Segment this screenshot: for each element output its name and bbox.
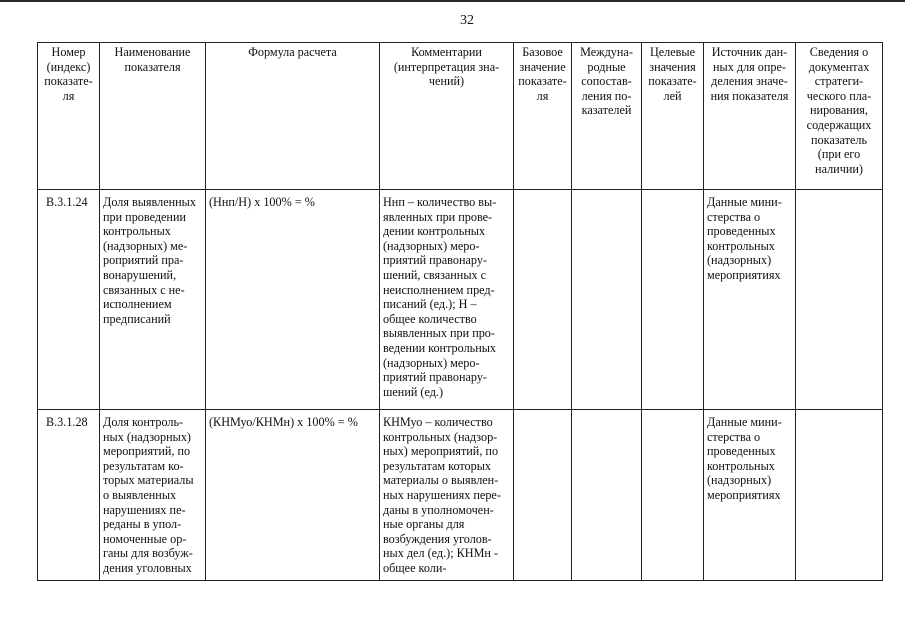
- page-number: 32: [460, 13, 474, 28]
- cell-base: [514, 410, 572, 581]
- header-cell-docs: Сведения о документах стратеги-ческого пла-нирования, содержащих показатель (при его наличии): [796, 43, 883, 190]
- cell-source: Данные мини-стерства о проведенных контрольных (надзорных) мероприятиях: [704, 410, 796, 581]
- header-cell-comment: Комментарии (интерпретация зна-чений): [380, 43, 514, 190]
- cell-comment: КНМуо – количество контрольных (надзор-ных) мероприятий, по результатам которых материалы о выявлен-ных нарушениях пере-даны в уполномочен-ные органы для возбуждения уголов-ных дел (ед.); КНМн - общее коли-: [380, 410, 514, 581]
- header-cell-target: Целевые значения показате-лей: [642, 43, 704, 190]
- header-cell-formula: Формула расчета: [206, 43, 380, 190]
- cell-target: [642, 410, 704, 581]
- cell-docs: [796, 410, 883, 581]
- header-cell-name: Наименование показателя: [100, 43, 206, 190]
- indicators-table: [37, 42, 883, 581]
- cell-code: В.3.1.24: [38, 190, 100, 410]
- cell-name: Доля контроль-ных (надзорных) мероприятий, по результатам ко-торых материалы о выявленных нарушениях пе-реданы в упол-номоченные ор-ганы для возбуж-дения уголовных: [100, 410, 206, 581]
- cell-formula: (Ннп/Н) x 100% = %: [206, 190, 380, 410]
- cell-name: Доля выявленных при проведении контрольных (надзорных) ме-роприятий пра-вонарушений, связанных с не-исполнением предписаний: [100, 190, 206, 410]
- table-header-row: [38, 43, 883, 190]
- cell-comment: Ннп – количество вы-явленных при прове-дении контрольных (надзорных) меро-приятий правонару-шений, связанных с неисполнением пред-писаний (ед.); Н – общее количество выявленных при про-ведении контрольных (надзорных) меро-приятий правонару-шений (ед.): [380, 190, 514, 410]
- scan-top-border: [0, 0, 905, 2]
- table-row: [38, 410, 883, 581]
- header-cell-code: Номер (индекс) показате-ля: [38, 43, 100, 190]
- cell-docs: [796, 190, 883, 410]
- cell-formula: (КНМуо/КНМн) x 100% = %: [206, 410, 380, 581]
- table-row: [38, 190, 883, 410]
- header-cell-base: Базовое значение показате-ля: [514, 43, 572, 190]
- cell-source: Данные мини-стерства о проведенных контрольных (надзорных) мероприятиях: [704, 190, 796, 410]
- cell-base: [514, 190, 572, 410]
- cell-target: [642, 190, 704, 410]
- cell-intl: [572, 190, 642, 410]
- cell-code: В.3.1.28: [38, 410, 100, 581]
- header-cell-intl: Междуна-родные сопостав-ления по-казателей: [572, 43, 642, 190]
- header-cell-source: Источник дан-ных для опре-деления значе-ния показателя: [704, 43, 796, 190]
- cell-intl: [572, 410, 642, 581]
